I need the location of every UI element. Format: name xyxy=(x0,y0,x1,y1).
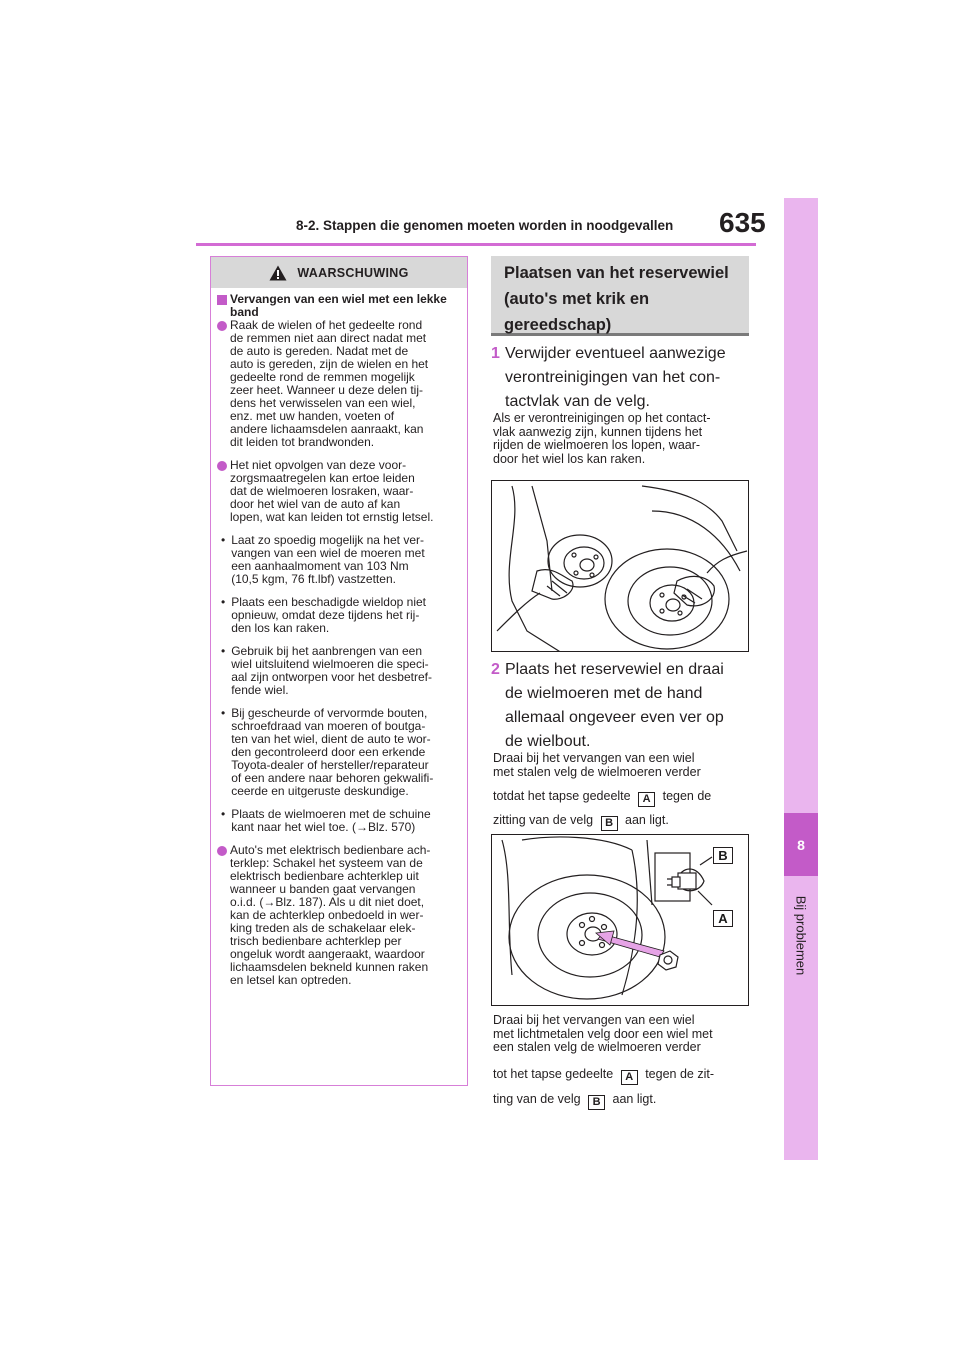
label-b-tag: B xyxy=(588,1095,605,1110)
warning-list-item: • Plaats een beschadigde wieldop niet opnieuw, omdat deze tijdens het rij- den los kan raken. xyxy=(221,595,427,635)
step-1-note: Als er verontreinigingen op het contact- vlak aanwezig zijn, kunnen tijdens het rijden de wielmoeren los lopen, waar- door het wiel los kan raken. xyxy=(493,411,711,466)
warning-header xyxy=(211,257,467,288)
figure-wheel-nut-seating xyxy=(491,834,749,1006)
label-a-tag: A xyxy=(638,792,655,807)
step-2: 2 Plaats het reservewiel en draai de wielmoeren met de hand allemaal ongeveer even ver op de wielbout. xyxy=(491,658,724,754)
figure-clean-contact-surface xyxy=(491,480,749,652)
warning-list-item: • Bij gescheurde of vervormde bouten, schroefdraad van moeren of boutga- ten van het wiel, dient de auto te wor- den gecontroleerd door een erkende Toyota-dealer of hersteller/reparateur of een andere naar behoren gekwalifi- ceerde en uitgeruste deskundige. xyxy=(221,706,434,798)
warning-bullet: Auto's met elektrisch bedienbare ach- terklep: Schakel het systeem van de elektrisch bedienbare achterklep uit wanneer u banden gaat vervangen o.i.d. (→Blz. 187). Als u dit niet doet, kan de achterklep onbedoeld in wer- king treden als de schakelaar elek- trisch bedienbare achterklep per ongeluk wordt aangeraakt, waardoor lichaamsdelen bekneld kunnen raken en letsel kan optreden. xyxy=(217,844,459,987)
step-2-note-line: totdat het tapse gedeelte A tegen de xyxy=(493,789,712,805)
square-bullet-icon xyxy=(217,295,227,305)
warning-subtitle: Vervangen van een wiel met een lekke band xyxy=(217,293,459,319)
chapter-number-tab[interactable]: 8 xyxy=(784,813,818,876)
round-bullet-icon xyxy=(217,321,227,331)
warning-title: WAARSCHUWING xyxy=(297,265,409,280)
label-b-tag: B xyxy=(601,816,618,831)
figure-label-a: A xyxy=(713,910,733,927)
step-2-note-line: ting van de velg B aan ligt. xyxy=(493,1092,657,1108)
step-2-note-steel: Draai bij het vervangen van een wiel met stalen velg de wielmoeren verder xyxy=(493,751,701,779)
step-number: 2 xyxy=(491,661,500,678)
section-heading: Plaatsen van het reservewiel (auto's met krik en gereedschap) xyxy=(491,256,749,336)
warning-triangle-icon xyxy=(269,265,287,281)
warning-bullet: Het niet opvolgen van deze voor- zorgsmaatregelen kan ertoe leiden dat de wielmoeren losraken, waar- door het wiel van de auto af kan lopen, wat kan leiden tot ernstig letsel. xyxy=(217,459,459,524)
step-1: 1 Verwijder eventueel aanwezige verontreinigingen van het con- tactvlak van de velg. xyxy=(491,342,726,414)
warning-list-item: • Laat zo spoedig mogelijk na het ver- vangen van een wiel de moeren met een aanhaalmoment van 103 Nm (10,5 kgm, 76 ft.lbf) vastzetten. xyxy=(221,533,425,586)
label-a-tag: A xyxy=(621,1070,638,1085)
warning-box xyxy=(210,256,468,1086)
step-2-note-alloy: Draai bij het vervangen van een wiel met lichtmetalen velg door een wiel met een stalen velg de wielmoeren verder xyxy=(493,1013,713,1054)
step-number: 1 xyxy=(491,345,500,362)
section-title: 8-2. Stappen die genomen moeten worden in noodgevallen xyxy=(296,218,674,233)
page-number: 635 xyxy=(719,207,766,238)
figure-label-b: B xyxy=(713,847,733,864)
round-bullet-icon xyxy=(217,461,227,471)
warning-list-item: • Gebruik bij het aanbrengen van een wiel uitsluitend wielmoeren die speci- aal zijn ontworpen voor het desbetref- fende wiel. xyxy=(221,644,432,697)
step-2-note-line: tot het tapse gedeelte A tegen de zit- xyxy=(493,1067,714,1083)
warning-list-item: • Plaats de wielmoeren met de schuine kant naar het wiel toe. (→Blz. 570) xyxy=(221,807,431,834)
side-tab-strip xyxy=(784,198,818,1160)
step-2-note-line: zitting van de velg B aan ligt. xyxy=(493,813,669,829)
round-bullet-icon xyxy=(217,846,227,856)
chapter-label: Bij problemen xyxy=(793,895,809,975)
header-rule xyxy=(196,243,756,246)
warning-bullet: Raak de wielen of het gedeelte rond de remmen niet aan direct nadat met de auto is gereden. Nadat met de auto is gereden, zijn de wielen en het gedeelte rond de remmen mogelijk zeer heet. Wanneer u deze delen tij- dens het verwisselen van een wiel, enz. met uw handen, voeten of andere lichaamsdelen aanraakt, kan dit leiden tot brandwonden. xyxy=(217,319,459,449)
